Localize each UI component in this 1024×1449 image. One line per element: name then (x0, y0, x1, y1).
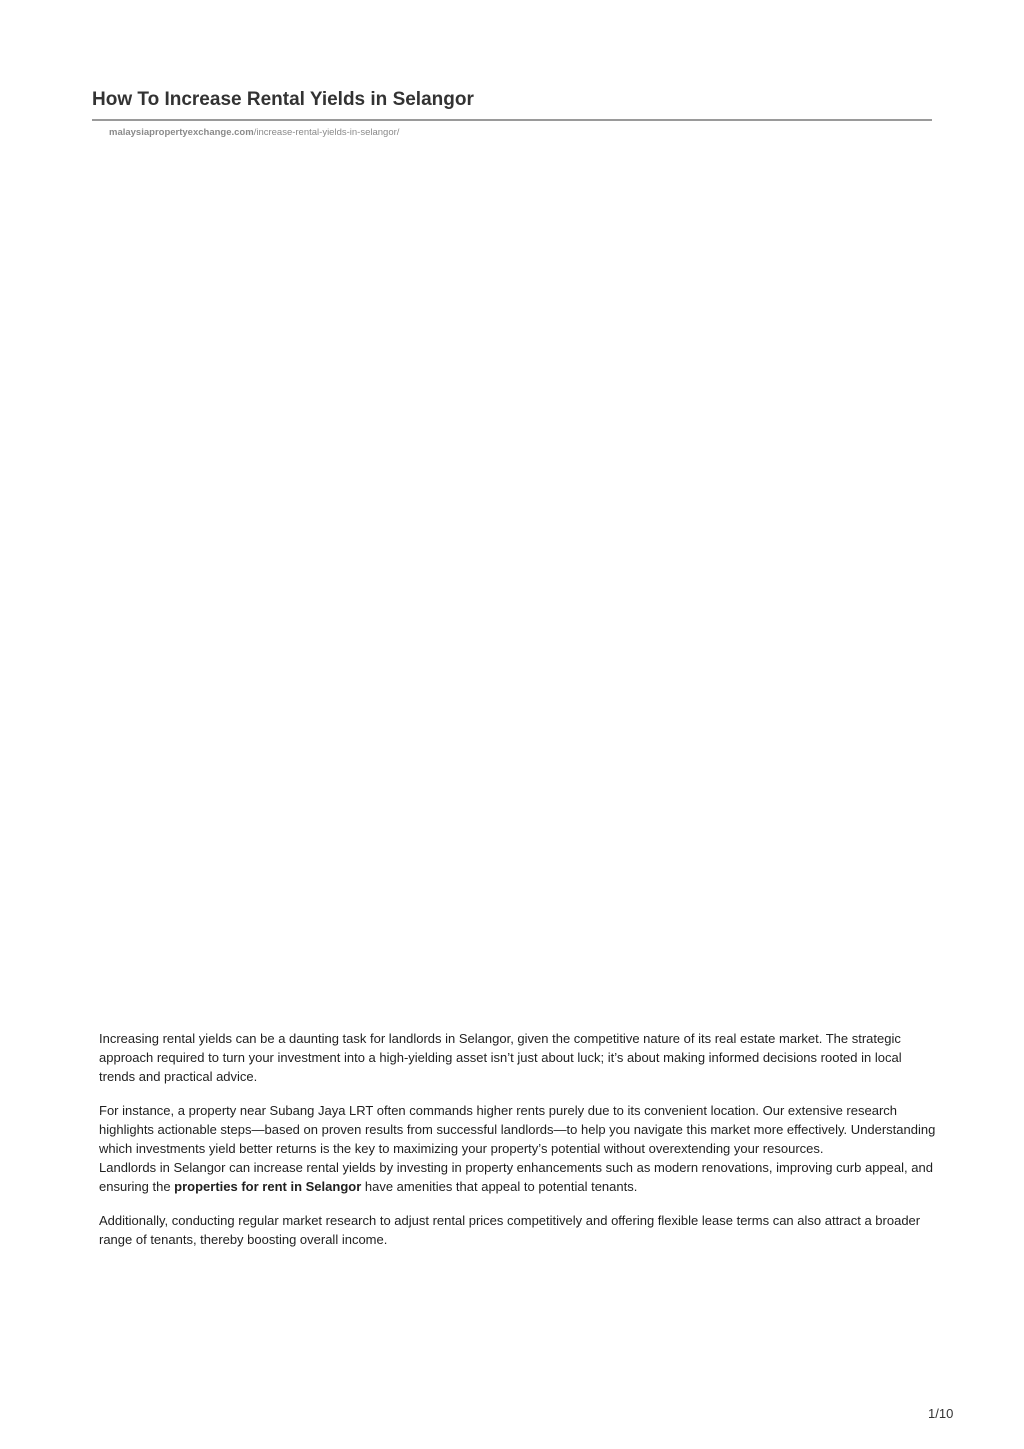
paragraph-market-research: Additionally, conducting regular market research to adjust rental prices competitively and offering flexible lease terms can also attract a broader range of tenants, thereby boosting overall income. (99, 1212, 921, 1247)
paragraph-enhancements-text-end: have amenities that appeal to potential tenants. (361, 1179, 638, 1195)
properties-for-rent-link[interactable]: properties for rent in Selangor (174, 1179, 362, 1195)
paragraph-intro: Increasing rental yields can be a daunting task for landlords in Selangor, given the competitive nature of its real estate market. The strategic approach required to turn your investment into a high-yielding asset isn’t just about luck; it’s about making informed decisions rooted in local trends and practical advice. (99, 1031, 902, 1085)
page-title: How To Increase Rental Yields in Selangor (92, 89, 474, 110)
blank-image-area (92, 150, 932, 1010)
page-number: 1/10 (928, 1406, 954, 1421)
paragraph-enhancements-text-start: Landlords in Selangor can increase rental yields by investing in property enhancements such as modern renovations, improving curb appeal, and ensuring the (99, 1160, 933, 1195)
article-body (99, 1029, 937, 1249)
paragraph-enhancements (99, 1158, 937, 1196)
paragraph-example: For instance, a property near Subang Jaya LRT often commands higher rents purely due to its convenient location. Our extensive research highlights actionable steps—based on proven results from successful landlords—to help you navigate this market more effectively. Understanding which investments yield better returns is the key to maximizing your property’s potential without overextending your resources. (99, 1102, 936, 1157)
source-domain: malaysiapropertyexchange.com (109, 127, 254, 138)
source-url[interactable] (109, 127, 399, 138)
source-path: /increase-rental-yields-in-selangor/ (253, 127, 400, 138)
title-divider (92, 119, 932, 121)
